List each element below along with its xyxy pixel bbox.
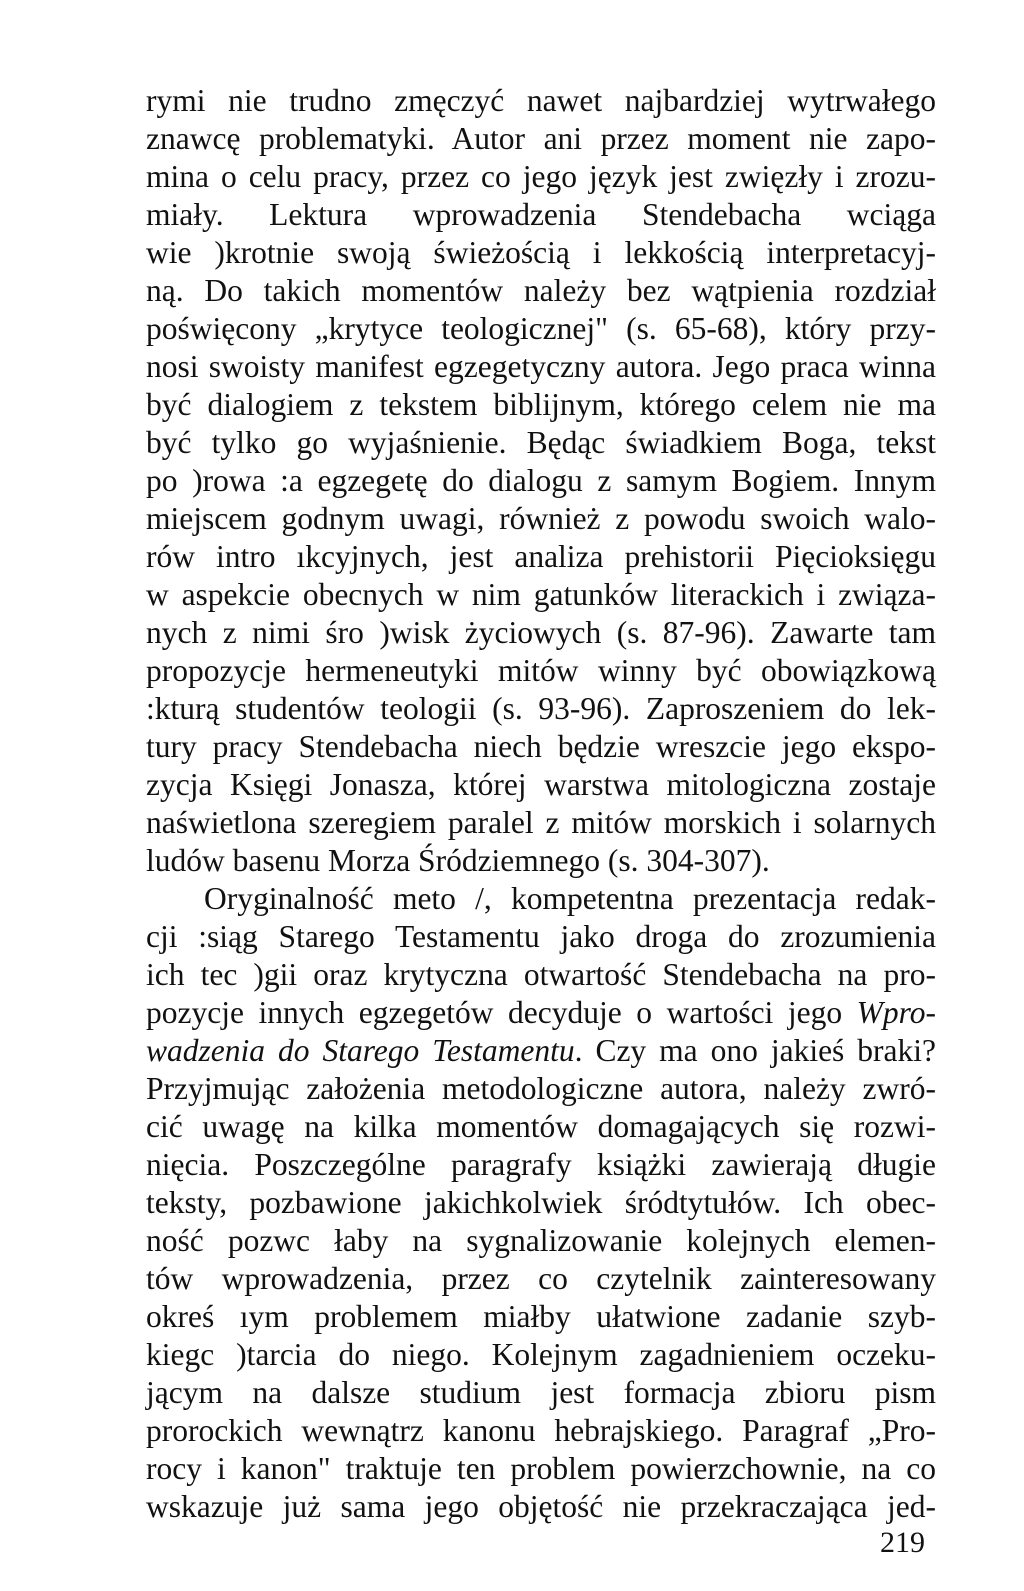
text-line: w aspekcie obecnych w nim gatunków literackich i związa- <box>146 577 936 612</box>
text-line: rymi nie trudno zmęczyć nawet najbardziej wytrwałego <box>146 83 936 118</box>
text-line: nosi swoisty manifest egzegetyczny autora. Jego praca winna <box>146 349 936 384</box>
text-line: cić uwagę na kilka momentów domagających się rozwi- <box>146 1109 936 1144</box>
text-line: ną. Do takich momentów należy bez wątpienia rozdział <box>146 273 936 308</box>
paragraph-first-line: Oryginalność meto /, kompetentna prezentacja redak- <box>204 881 936 916</box>
text-line: cji :siąg Starego Testamentu jako droga do zrozumienia <box>146 919 936 954</box>
text-line: ich tec )gii oraz krytyczna otwartość Stendebacha na pro- <box>146 957 936 992</box>
text-line: nych z nimi śro )wisk życiowych (s. 87-96). Zawarte tam <box>146 615 936 650</box>
text-line: kiegc )tarcia do niego. Kolejnym zagadnieniem oczeku- <box>146 1337 936 1372</box>
text-line: nięcia. Poszczególne paragrafy książki zawierają długie <box>146 1147 936 1182</box>
text-line: rów intro ıkcyjnych, jest analiza prehistorii Pięcioksięgu <box>146 539 936 574</box>
text-line: miejscem godnym uwagi, również z powodu swoich walo- <box>146 501 936 536</box>
text-line: okreś ıym problemem miałby ułatwione zadanie szyb- <box>146 1299 936 1334</box>
text-line: mina o celu pracy, przez co jego język jest zwięzły i zrozu- <box>146 159 936 194</box>
text-line: prorockich wewnątrz kanonu hebrajskiego. Paragraf „Pro- <box>146 1413 936 1448</box>
text-line: ludów basenu Morza Śródziemnego (s. 304-307). <box>146 843 770 878</box>
book-title-italic: wadzenia do Starego Testamentu <box>146 1033 575 1068</box>
text-line: tów wprowadzenia, przez co czytelnik zainteresowany <box>146 1261 936 1296</box>
text-line: propozycje hermeneutyki mitów winny być obowiązkową <box>146 653 936 688</box>
text-line: Przyjmując założenia metodologiczne autora, należy zwró- <box>146 1071 936 1106</box>
text-line <box>146 994 936 1032</box>
text-line: tury pracy Stendebacha niech będzie wreszcie jego ekspo- <box>146 729 936 764</box>
text-line: miały. Lektura wprowadzenia Stendebacha wciąga <box>146 197 936 232</box>
text-line: naświetlona szeregiem paralel z mitów morskich i solarnych <box>146 805 936 840</box>
text-segment: pozycje innych egzegetów decyduje o wartości jego <box>146 995 857 1030</box>
page-number: 219 <box>880 1526 925 1559</box>
book-title-italic: Wpro- <box>856 995 936 1030</box>
body-text <box>146 82 936 1526</box>
text-line: zycja Księgi Jonasza, której warstwa mitologiczna zostaje <box>146 767 936 802</box>
text-line: być tylko go wyjaśnienie. Będąc świadkiem Boga, tekst <box>146 425 936 460</box>
text-line: rocy i kanon" traktuje ten problem powierzchownie, na co <box>146 1451 936 1486</box>
text-line: wskazuje już sama jego objętość nie przekraczająca jed- <box>146 1489 936 1524</box>
text-line: :kturą studentów teologii (s. 93-96). Zaproszeniem do lek- <box>146 691 936 726</box>
text-line: być dialogiem z tekstem biblijnym, którego celem nie ma <box>146 387 936 422</box>
text-line: poświęcony „krytyce teologicznej" (s. 65-68), który przy- <box>146 311 936 346</box>
text-line: teksty, pozbawione jakichkolwiek śródtytułów. Ich obec- <box>146 1185 936 1220</box>
text-line: ność pozwc łaby na sygnalizowanie kolejnych elemen- <box>146 1223 936 1258</box>
text-line: jącym na dalsze studium jest formacja zbioru pism <box>146 1375 936 1410</box>
text-segment: . Czy ma ono jakieś braki? <box>574 1033 936 1068</box>
text-line: wie )krotnie swoją świeżością i lekkością interpretacyj- <box>146 235 936 270</box>
text-line: po )rowa :a egzegetę do dialogu z samym Bogiem. Innym <box>146 463 936 498</box>
text-line: znawcę problematyki. Autor ani przez moment nie zapo- <box>146 121 936 156</box>
text-line <box>146 1032 936 1070</box>
